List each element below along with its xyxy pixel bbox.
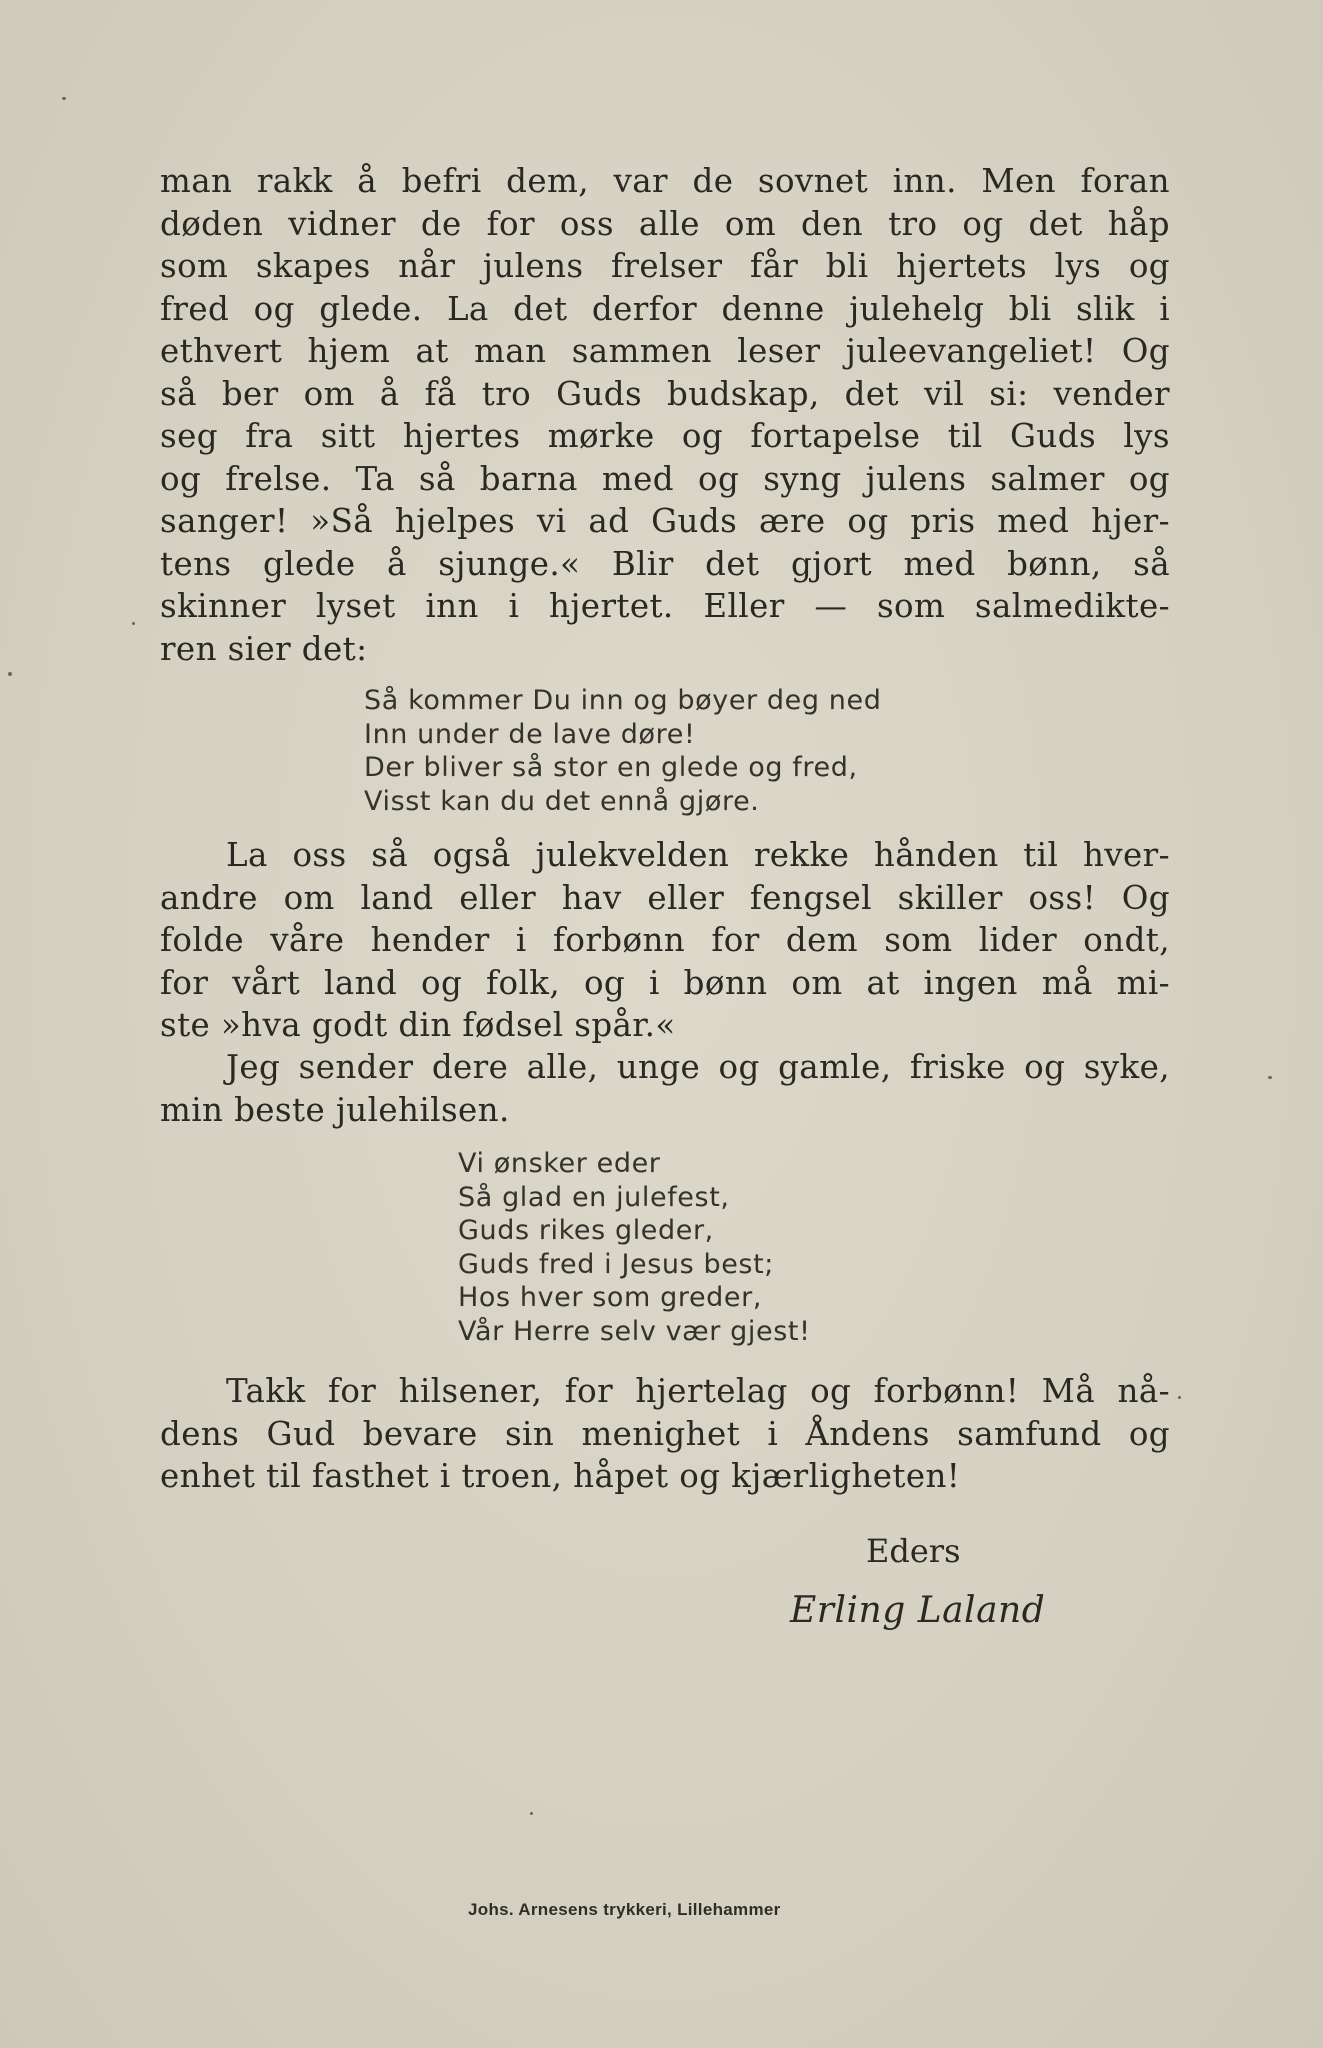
text-line: tens glede å sjunge.« Blir det gjort med bønn, så [160,544,1170,583]
verse-line: Vi ønsker eder [458,1148,661,1179]
text-line: man rakk å befri dem, var de sovnet inn. Men foran [160,162,1170,200]
text-line: fred og glede. La det derfor denne julehelg bli slik i [160,289,1170,328]
verse-line: Guds fred i Jesus best; [458,1248,774,1280]
verse-1 [364,684,881,818]
verse-line: Så glad en julefest, [458,1181,730,1213]
verse-line: Der bliver så stor en glede og fred, [364,752,858,783]
text-line: dens Gud bevare sin menighet i Åndens samfund og [160,1414,1170,1453]
verse-line: Visst kan du det ennå gjøre. [364,785,760,817]
paragraph-1 [160,160,1170,670]
text-line: min beste julehilsen. [160,1090,510,1129]
text-line: skinner lyset inn i hjertet. Eller — som salmedikte- [160,587,1170,625]
paper-speck [62,97,66,100]
text-line: andre om land eller hav eller fengsel skiller oss! Og [160,878,1170,917]
text-line: som skapes når julens frelser får bli hjertets lys og [160,247,1170,285]
verse-line: Guds rikes gleder, [458,1215,714,1246]
paper-speck [530,1812,533,1815]
verse-2 [458,1147,811,1348]
verse-line: Inn under de lave døre! [364,718,696,750]
signature-greeting: Eders [866,1532,961,1570]
text-line: døden vidner de for oss alle om den tro og det håp [160,204,1170,243]
paragraph-4 [160,1370,1170,1498]
text-line: sanger! »Så hjelpes vi ad Guds ære og pris med hjer- [160,502,1170,540]
paragraph-3 [160,1046,1170,1131]
text-line: enhet til fasthet i troen, håpet og kjærligheten! [160,1457,961,1495]
paper-speck [1268,1076,1272,1079]
paper-speck [132,622,135,625]
signature-name: Erling Laland [790,1590,1046,1631]
text-line: og frelse. Ta så barna med og syng julens salmer og [160,459,1170,498]
text-line: La oss så også julekvelden rekke hånden til hver- [226,836,1170,874]
text-line: ste »hva godt din fødsel spår.« [160,1006,676,1044]
text-line: folde våre hender i forbønn for dem som lider ondt, [160,921,1170,959]
paragraph-2 [160,834,1170,1047]
text-line: seg fra sitt hjertes mørke og fortapelse til Guds lys [160,417,1170,455]
verse-line: Vår Herre selv vær gjest! [458,1315,811,1347]
verse-line: Så kommer Du inn og bøyer deg ned [364,685,882,716]
text-line: Jeg sender dere alle, unge og gamle, friske og syke, [226,1048,1170,1086]
paper-speck [8,672,12,676]
text-line: Takk for hilsener, for hjertelag og forbønn! Må nå- [226,1372,1170,1410]
text-line: ethvert hjem at man sammen leser juleevangeliet! Og [160,332,1170,370]
paper-speck [1178,1396,1181,1399]
verse-line: Hos hver som greder, [458,1282,763,1313]
printer-imprint: Johs. Arnesens trykkeri, Lillehammer [468,1900,781,1919]
text-line: for vårt land og folk, og i bønn om at ingen må mi- [160,963,1170,1002]
text-line: ren sier det: [160,629,368,668]
text-line: så ber om å få tro Guds budskap, det vil si: vender [160,374,1170,413]
